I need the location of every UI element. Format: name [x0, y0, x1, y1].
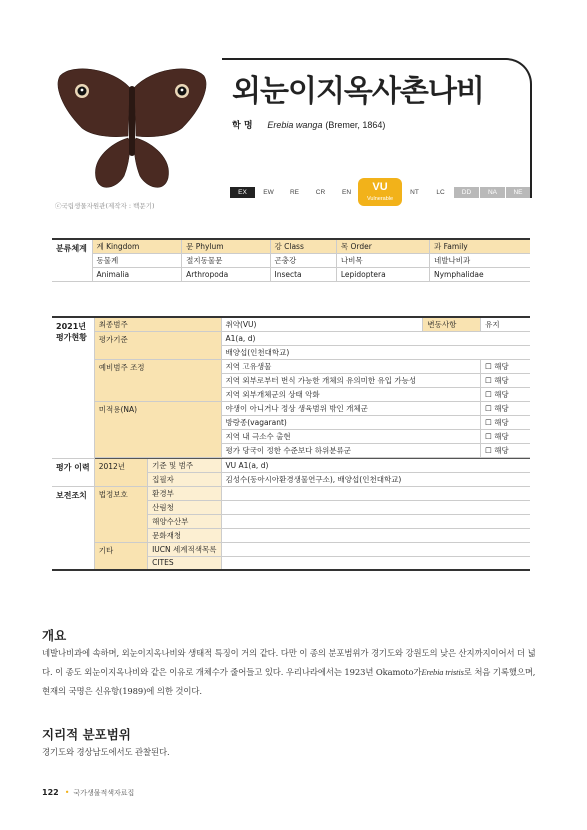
- photo-credit: ⓒ국립생물자원관(제작자 : 백문기): [55, 202, 155, 210]
- change-label: 변동사항: [423, 317, 481, 331]
- status-ex: EX: [230, 187, 255, 198]
- page-number: 122: [42, 788, 59, 797]
- tax-korean: 곤충강: [270, 253, 336, 267]
- legal-row: 문화재청: [148, 528, 221, 542]
- legal-label: 법정보호: [94, 486, 147, 542]
- eval-2021-header: 2021년 평가현황: [52, 317, 94, 458]
- status-na: NA: [480, 187, 505, 198]
- tax-korean: 절지동물문: [182, 253, 270, 267]
- status-nt: NT: [410, 189, 419, 196]
- assessor: 배양섭(인천대학교): [221, 345, 530, 359]
- tax-header: 과 Family: [429, 239, 530, 253]
- criteria-value: A1(a, d): [221, 331, 530, 345]
- history-header: 평가 이력: [52, 458, 94, 486]
- distribution-text: 경기도와 경상남도에서도 관찰된다.: [42, 747, 170, 757]
- adjust-row: 지역 고유생물: [221, 359, 481, 373]
- checkbox-applies: ☐ 해당: [481, 443, 530, 457]
- checkbox-applies: ☐ 해당: [481, 373, 530, 387]
- status-dd: DD: [454, 187, 479, 198]
- tax-header: 계 Kingdom: [92, 239, 182, 253]
- overview-p1-end: 로 처음 기록했으며, 현재의 국명은 신유항(1989)에 의한 것이다.: [42, 667, 536, 696]
- history-author-label: 집필자: [148, 472, 221, 486]
- tax-latin: Animalia: [92, 267, 182, 281]
- tax-header: 목 Order: [336, 239, 429, 253]
- tax-latin: Nymphalidae: [429, 267, 530, 281]
- overview-text: [42, 644, 542, 701]
- overview-heading: 개요: [42, 628, 67, 643]
- na-label: 미적용(NA): [94, 401, 221, 457]
- final-category-value: 취약(VU): [221, 317, 423, 331]
- legal-row: 환경부: [148, 486, 221, 500]
- final-category-label: 최종범주: [94, 317, 221, 331]
- adjust-row: 지역 외부개체군의 상태 악화: [221, 387, 481, 401]
- protect-header: 보전조치: [52, 486, 94, 570]
- status-en: EN: [341, 189, 352, 196]
- overview-latin: Erebia tristis: [421, 668, 464, 677]
- other-row: CITES: [148, 556, 221, 570]
- overview-p1: 네발나비과에 속하며, 외눈이지옥나비와 생태적 특징이 거의 같다. 다만 이 종의 분포범위가 경기도와 강원도의 낮은 산지까지이어서 더 넓다. 이 종도 외눈이지옥나비와 같은 이유로 개체수가 줄어들고 있다. 우리나라에서는 1923년 Okamoto가: [42, 648, 536, 677]
- na-row: 지역 내 극소수 출현: [221, 429, 481, 443]
- tax-korean: 나비목: [336, 253, 429, 267]
- status-ew: EW: [263, 189, 274, 196]
- status-re: RE: [289, 189, 300, 196]
- status-cr: CR: [315, 189, 326, 196]
- taxonomy-table: [52, 238, 530, 282]
- page-footer: [42, 788, 134, 798]
- checkbox-applies: ☐ 해당: [481, 387, 530, 401]
- scientific-name-row: [232, 118, 385, 131]
- footer-bullet: •: [64, 788, 70, 797]
- footer-text: 국가생물적색자료집: [73, 789, 135, 797]
- tax-korean: 동물계: [92, 253, 182, 267]
- history-year: 2012년: [94, 458, 147, 486]
- page-title: 외눈이지옥사촌나비: [232, 74, 484, 109]
- distribution-heading: 지리적 분포범위: [42, 727, 131, 742]
- other-label: 기타: [94, 542, 147, 570]
- tax-header: 강 Class: [270, 239, 336, 253]
- adjust-label: 예비범주 조정: [94, 359, 221, 401]
- tax-latin: Lepidoptera: [336, 267, 429, 281]
- history-cat-label: 기준 및 범주: [148, 458, 221, 472]
- evaluation-table: [52, 316, 530, 571]
- legal-row: 산림청: [148, 500, 221, 514]
- status-vu-label: Vulnerable: [366, 196, 394, 202]
- other-row: IUCN 세계적색목록: [148, 542, 221, 556]
- history-author-value: 김성수(동아시아환경생물연구소), 배양섭(인천대학교): [221, 472, 530, 486]
- tax-latin: Insecta: [270, 267, 336, 281]
- na-row: 평가 당국이 정한 수준보다 하위분류군: [221, 443, 481, 457]
- tax-latin: Arthropoda: [182, 267, 270, 281]
- adjust-row: 지역 외부로부터 번식 가능한 개체의 유의미한 유입 가능성: [221, 373, 481, 387]
- na-row: 야생이 아니거나 정상 생육범위 밖인 개체군: [221, 401, 481, 415]
- criteria-label: 평가기준: [94, 331, 221, 359]
- checkbox-applies: ☐ 해당: [481, 359, 530, 373]
- na-row: 방랑종(vagarant): [221, 415, 481, 429]
- tax-korean: 네발나비과: [429, 253, 530, 267]
- status-ne: NE: [506, 187, 530, 198]
- taxonomy-row-header: 분류체계: [52, 239, 92, 281]
- legal-row: 해양수산부: [148, 514, 221, 528]
- status-vu: VU: [372, 181, 388, 193]
- checkbox-applies: ☐ 해당: [481, 401, 530, 415]
- sci-author: (Bremer, 1864): [325, 120, 386, 130]
- sci-label: 학 명: [232, 121, 253, 131]
- status-vu-badge: [358, 178, 402, 206]
- change-value: 유지: [481, 317, 530, 331]
- sci-name: Erebia wanga: [267, 120, 323, 130]
- redlist-status-scale: [230, 178, 530, 206]
- checkbox-applies: ☐ 해당: [481, 429, 530, 443]
- status-lc: LC: [436, 189, 445, 196]
- tax-header: 문 Phylum: [182, 239, 270, 253]
- history-cat-value: VU A1(a, d): [221, 458, 530, 472]
- butterfly-photo: [52, 58, 212, 208]
- checkbox-applies: ☐ 해당: [481, 415, 530, 429]
